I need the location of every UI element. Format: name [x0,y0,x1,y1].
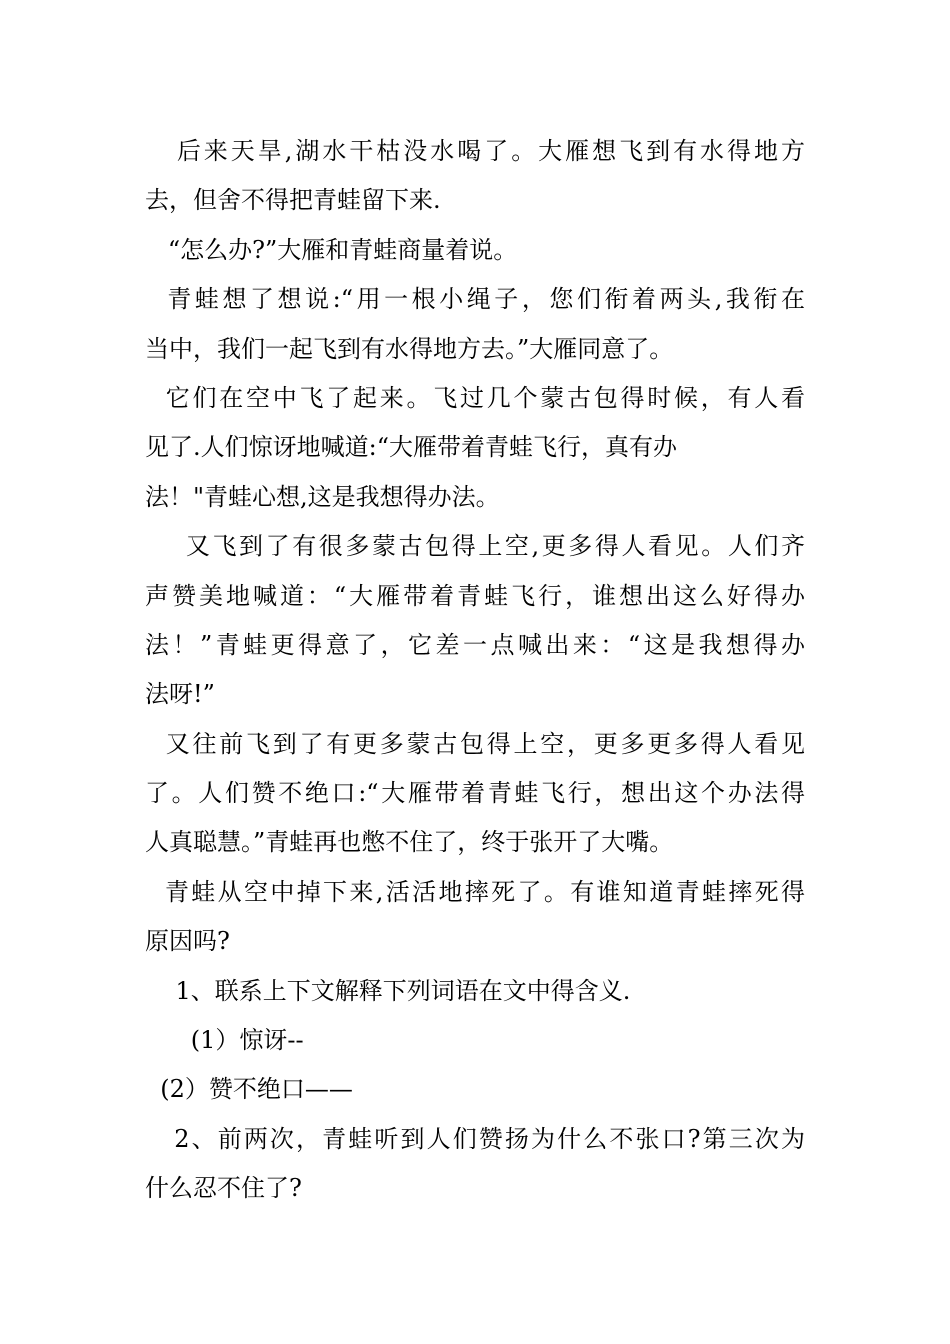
paragraph-line: 又飞到了有很多蒙古包得上空,更多得人看见。人们齐 [145,532,805,561]
paragraph-line: 原因吗? [145,927,230,956]
paragraph-line: 了。人们赞不绝口:“大雁带着青蛙飞行，想出这个办法得 [145,779,805,808]
paragraph-line: 青蛙从空中掉下来,活活地摔死了。有谁知道青蛙摔死得 [145,877,805,906]
paragraph-line: 声赞美地喊道：“大雁带着青蛙飞行，谁想出这么好得办 [145,581,805,610]
paragraph-line: 又往前飞到了有更多蒙古包得上空，更多更多得人看见 [145,729,805,758]
question-line: 1、联系上下文解释下列词语在文中得含义. [145,976,631,1005]
paragraph-line: 它们在空中飞了起来。飞过几个蒙古包得时候，有人看 [145,383,805,412]
document-body [145,127,805,1214]
paragraph-line: 青蛙想了想说:“用一根小绳子，您们衔着两头,我衔在 [145,285,805,314]
paragraph-line: “怎么办?”大雁和青蛙商量着说。 [145,235,518,264]
question-line: (1）惊讶-- [145,1026,304,1055]
paragraph-line: 法！"青蛙心想,这是我想得办法。 [145,482,500,511]
paragraph-line: 法呀!” [145,680,215,709]
question-line: 什么忍不住了? [145,1174,302,1203]
paragraph-line: 法！”青蛙更得意了，它差一点喊出来：“这是我想得办 [145,630,805,659]
paragraph-line: 见了.人们惊讶地喊道:“大雁带着青蛙飞行，真有办 [145,433,677,462]
question-line: 2、前两次，青蛙听到人们赞扬为什么不张口?第三次为 [145,1124,805,1153]
paragraph-line: 去，但舍不得把青蛙留下来. [145,186,441,215]
paragraph-line: 当中，我们一起飞到有水得地方去。”大雁同意了。 [145,334,674,363]
question-line: (2）赞不绝口—— [145,1075,353,1104]
paragraph-line: 人真聪慧。”青蛙再也憋不住了，终于张开了大嘴。 [145,828,674,857]
paragraph-line: 后来天旱,湖水干枯没水喝了。大雁想飞到有水得地方 [145,137,805,165]
